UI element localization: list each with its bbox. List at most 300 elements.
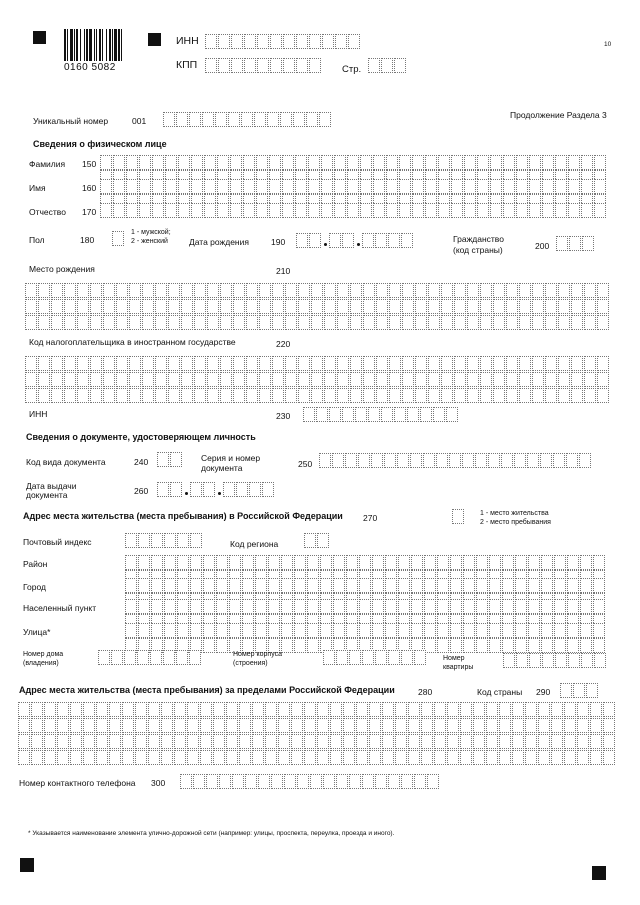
char-cell[interactable] [187, 750, 199, 765]
char-cell[interactable] [382, 750, 394, 765]
char-cell[interactable] [499, 718, 511, 733]
char-cell[interactable] [317, 750, 329, 765]
char-cell[interactable] [395, 718, 407, 733]
char-cell[interactable] [57, 750, 69, 765]
char-cell[interactable] [571, 315, 583, 330]
char-cell[interactable] [558, 299, 570, 314]
char-cell[interactable] [138, 578, 150, 593]
char-cell[interactable] [441, 388, 453, 403]
char-cell[interactable] [168, 356, 180, 371]
char-cell[interactable] [296, 34, 308, 49]
char-cell[interactable] [489, 623, 501, 638]
char-cell[interactable] [375, 650, 387, 665]
char-cell[interactable] [555, 653, 567, 668]
char-cell[interactable] [447, 734, 459, 749]
char-cell[interactable] [451, 179, 463, 194]
char-cell[interactable] [473, 702, 485, 717]
flat-field[interactable] [503, 653, 607, 668]
char-cell[interactable] [389, 356, 401, 371]
char-cell[interactable] [161, 734, 173, 749]
char-cell[interactable] [415, 299, 427, 314]
char-cell[interactable] [191, 179, 203, 194]
char-cell[interactable] [272, 315, 284, 330]
char-cell[interactable] [230, 155, 242, 170]
char-cell[interactable] [402, 299, 414, 314]
char-cell[interactable] [135, 702, 147, 717]
char-cell[interactable] [568, 203, 580, 218]
char-cell[interactable] [18, 750, 30, 765]
char-cell[interactable] [151, 578, 163, 593]
char-cell[interactable] [243, 203, 255, 218]
char-cell[interactable] [308, 203, 320, 218]
char-cell[interactable] [414, 650, 426, 665]
char-cell[interactable] [291, 734, 303, 749]
char-cell[interactable] [57, 718, 69, 733]
char-cell[interactable] [129, 356, 141, 371]
char-cell[interactable] [382, 702, 394, 717]
char-cell[interactable] [229, 599, 241, 614]
char-cell[interactable] [375, 233, 387, 248]
char-cell[interactable] [594, 203, 606, 218]
char-cell[interactable] [386, 179, 398, 194]
char-cell[interactable] [177, 533, 189, 548]
char-cell[interactable] [489, 638, 501, 653]
char-cell[interactable] [463, 599, 475, 614]
char-cell[interactable] [320, 599, 332, 614]
char-cell[interactable] [369, 750, 381, 765]
char-cell[interactable] [122, 734, 134, 749]
char-cell[interactable] [207, 299, 219, 314]
char-cell[interactable] [270, 34, 282, 49]
char-cell[interactable] [359, 599, 371, 614]
birthplace-field-row1[interactable] [25, 283, 610, 298]
char-cell[interactable] [220, 315, 232, 330]
char-cell[interactable] [425, 203, 437, 218]
char-cell[interactable] [593, 599, 605, 614]
char-cell[interactable] [317, 702, 329, 717]
char-cell[interactable] [216, 638, 228, 653]
char-cell[interactable] [174, 750, 186, 765]
char-cell[interactable] [233, 356, 245, 371]
char-cell[interactable] [296, 233, 308, 248]
char-cell[interactable] [265, 750, 277, 765]
char-cell[interactable] [204, 155, 216, 170]
char-cell[interactable] [168, 388, 180, 403]
char-cell[interactable] [308, 155, 320, 170]
char-cell[interactable] [433, 407, 445, 422]
char-cell[interactable] [421, 734, 433, 749]
char-cell[interactable] [542, 653, 554, 668]
char-cell[interactable] [103, 356, 115, 371]
char-cell[interactable] [593, 638, 605, 653]
char-cell[interactable] [329, 233, 341, 248]
char-cell[interactable] [556, 236, 568, 251]
char-cell[interactable] [460, 718, 472, 733]
char-cell[interactable] [246, 388, 258, 403]
char-cell[interactable] [137, 650, 149, 665]
char-cell[interactable] [77, 388, 89, 403]
char-cell[interactable] [460, 750, 472, 765]
char-cell[interactable] [64, 356, 76, 371]
char-cell[interactable] [516, 179, 528, 194]
char-cell[interactable] [515, 599, 527, 614]
char-cell[interactable] [385, 555, 397, 570]
char-cell[interactable] [424, 578, 436, 593]
char-cell[interactable] [337, 315, 349, 330]
char-cell[interactable] [545, 356, 557, 371]
char-cell[interactable] [98, 650, 110, 665]
char-cell[interactable] [252, 734, 264, 749]
char-cell[interactable] [64, 372, 76, 387]
char-cell[interactable] [486, 702, 498, 717]
char-cell[interactable] [386, 203, 398, 218]
char-cell[interactable] [294, 623, 306, 638]
char-cell[interactable] [282, 203, 294, 218]
char-cell[interactable] [554, 555, 566, 570]
char-cell[interactable] [90, 299, 102, 314]
char-cell[interactable] [245, 774, 257, 789]
char-cell[interactable] [187, 718, 199, 733]
char-cell[interactable] [411, 555, 423, 570]
char-cell[interactable] [382, 718, 394, 733]
char-cell[interactable] [415, 372, 427, 387]
char-cell[interactable] [257, 58, 269, 73]
char-cell[interactable] [436, 453, 448, 468]
char-cell[interactable] [252, 718, 264, 733]
char-cell[interactable] [294, 578, 306, 593]
char-cell[interactable] [593, 555, 605, 570]
char-cell[interactable] [217, 203, 229, 218]
char-cell[interactable] [317, 718, 329, 733]
char-cell[interactable] [281, 578, 293, 593]
char-cell[interactable] [486, 734, 498, 749]
char-cell[interactable] [324, 299, 336, 314]
char-cell[interactable] [382, 734, 394, 749]
char-cell[interactable] [320, 555, 332, 570]
char-cell[interactable] [490, 179, 502, 194]
char-cell[interactable] [580, 623, 592, 638]
char-cell[interactable] [567, 578, 579, 593]
char-cell[interactable] [581, 155, 593, 170]
char-cell[interactable] [506, 356, 518, 371]
char-cell[interactable] [155, 372, 167, 387]
char-cell[interactable] [194, 299, 206, 314]
char-cell[interactable] [200, 734, 212, 749]
char-cell[interactable] [282, 155, 294, 170]
char-cell[interactable] [476, 599, 488, 614]
char-cell[interactable] [577, 734, 589, 749]
char-cell[interactable] [233, 388, 245, 403]
char-cell[interactable] [18, 702, 30, 717]
char-cell[interactable] [502, 555, 514, 570]
char-cell[interactable] [155, 388, 167, 403]
char-cell[interactable] [148, 702, 160, 717]
char-cell[interactable] [151, 555, 163, 570]
char-cell[interactable] [525, 702, 537, 717]
char-cell[interactable] [204, 179, 216, 194]
char-cell[interactable] [70, 702, 82, 717]
char-cell[interactable] [223, 482, 235, 497]
char-cell[interactable] [437, 599, 449, 614]
char-cell[interactable] [447, 718, 459, 733]
char-cell[interactable] [278, 734, 290, 749]
char-cell[interactable] [164, 623, 176, 638]
char-cell[interactable] [284, 774, 296, 789]
char-cell[interactable] [464, 203, 476, 218]
char-cell[interactable] [38, 299, 50, 314]
char-cell[interactable] [476, 638, 488, 653]
char-cell[interactable] [256, 155, 268, 170]
char-cell[interactable] [597, 283, 609, 298]
char-cell[interactable] [502, 599, 514, 614]
char-cell[interactable] [493, 315, 505, 330]
char-cell[interactable] [51, 299, 63, 314]
char-cell[interactable] [480, 315, 492, 330]
char-cell[interactable] [215, 112, 227, 127]
char-cell[interactable] [177, 623, 189, 638]
char-cell[interactable] [220, 372, 232, 387]
char-cell[interactable] [519, 372, 531, 387]
char-cell[interactable] [349, 650, 361, 665]
char-cell[interactable] [343, 718, 355, 733]
char-cell[interactable] [401, 650, 413, 665]
char-cell[interactable] [342, 233, 354, 248]
char-cell[interactable] [441, 372, 453, 387]
doc-issued-field[interactable] [157, 482, 275, 497]
char-cell[interactable] [316, 407, 328, 422]
building-field[interactable] [323, 650, 427, 665]
char-cell[interactable] [342, 407, 354, 422]
char-cell[interactable] [567, 638, 579, 653]
char-cell[interactable] [373, 155, 385, 170]
char-cell[interactable] [246, 299, 258, 314]
char-cell[interactable] [51, 372, 63, 387]
char-cell[interactable] [425, 155, 437, 170]
char-cell[interactable] [270, 58, 282, 73]
char-cell[interactable] [111, 650, 123, 665]
char-cell[interactable] [558, 372, 570, 387]
char-cell[interactable] [372, 555, 384, 570]
char-cell[interactable] [206, 774, 218, 789]
char-cell[interactable] [493, 299, 505, 314]
char-cell[interactable] [476, 555, 488, 570]
char-cell[interactable] [434, 750, 446, 765]
char-cell[interactable] [493, 388, 505, 403]
char-cell[interactable] [122, 702, 134, 717]
char-cell[interactable] [577, 750, 589, 765]
char-cell[interactable] [116, 283, 128, 298]
char-cell[interactable] [411, 623, 423, 638]
char-cell[interactable] [519, 299, 531, 314]
char-cell[interactable] [558, 315, 570, 330]
char-cell[interactable] [454, 299, 466, 314]
char-cell[interactable] [226, 718, 238, 733]
char-cell[interactable] [386, 155, 398, 170]
char-cell[interactable] [193, 774, 205, 789]
char-cell[interactable] [489, 555, 501, 570]
char-cell[interactable] [514, 453, 526, 468]
char-cell[interactable] [202, 112, 214, 127]
char-cell[interactable] [242, 555, 254, 570]
char-cell[interactable] [177, 578, 189, 593]
char-cell[interactable] [125, 578, 137, 593]
char-cell[interactable] [388, 650, 400, 665]
char-cell[interactable] [376, 372, 388, 387]
char-cell[interactable] [499, 734, 511, 749]
char-cell[interactable] [499, 702, 511, 717]
birthdate-field[interactable] [296, 233, 414, 248]
char-cell[interactable] [281, 599, 293, 614]
char-cell[interactable] [31, 750, 43, 765]
char-cell[interactable] [157, 452, 169, 467]
char-cell[interactable] [343, 750, 355, 765]
char-cell[interactable] [412, 155, 424, 170]
char-cell[interactable] [323, 650, 335, 665]
char-cell[interactable] [281, 638, 293, 653]
char-cell[interactable] [268, 555, 280, 570]
char-cell[interactable] [181, 372, 193, 387]
char-cell[interactable] [499, 750, 511, 765]
char-cell[interactable] [362, 233, 374, 248]
char-cell[interactable] [142, 372, 154, 387]
char-cell[interactable] [189, 650, 201, 665]
char-cell[interactable] [116, 372, 128, 387]
char-cell[interactable] [532, 356, 544, 371]
char-cell[interactable] [285, 315, 297, 330]
char-cell[interactable] [285, 388, 297, 403]
char-cell[interactable] [226, 734, 238, 749]
char-cell[interactable] [460, 734, 472, 749]
char-cell[interactable] [373, 203, 385, 218]
char-cell[interactable] [268, 578, 280, 593]
char-cell[interactable] [100, 203, 112, 218]
char-cell[interactable] [467, 315, 479, 330]
char-cell[interactable] [441, 315, 453, 330]
char-cell[interactable] [151, 533, 163, 548]
char-cell[interactable] [564, 718, 576, 733]
char-cell[interactable] [103, 372, 115, 387]
char-cell[interactable] [311, 356, 323, 371]
char-cell[interactable] [395, 734, 407, 749]
char-cell[interactable] [480, 299, 492, 314]
char-cell[interactable] [213, 750, 225, 765]
char-cell[interactable] [441, 299, 453, 314]
char-cell[interactable] [408, 718, 420, 733]
char-cell[interactable] [503, 203, 515, 218]
char-cell[interactable] [294, 555, 306, 570]
char-cell[interactable] [529, 203, 541, 218]
char-cell[interactable] [25, 283, 37, 298]
char-cell[interactable] [388, 233, 400, 248]
char-cell[interactable] [239, 750, 251, 765]
char-cell[interactable] [568, 155, 580, 170]
char-cell[interactable] [191, 203, 203, 218]
char-cell[interactable] [204, 203, 216, 218]
char-cell[interactable] [25, 299, 37, 314]
char-cell[interactable] [423, 453, 435, 468]
char-cell[interactable] [476, 623, 488, 638]
char-cell[interactable] [525, 718, 537, 733]
char-cell[interactable] [77, 283, 89, 298]
char-cell[interactable] [394, 58, 406, 73]
char-cell[interactable] [532, 372, 544, 387]
char-cell[interactable] [178, 179, 190, 194]
char-cell[interactable] [506, 388, 518, 403]
char-cell[interactable] [281, 623, 293, 638]
char-cell[interactable] [467, 372, 479, 387]
char-cell[interactable] [434, 702, 446, 717]
char-cell[interactable] [566, 453, 578, 468]
char-cell[interactable] [207, 372, 219, 387]
char-cell[interactable] [113, 203, 125, 218]
char-cell[interactable] [462, 453, 474, 468]
char-cell[interactable] [385, 578, 397, 593]
char-cell[interactable] [129, 372, 141, 387]
char-cell[interactable] [385, 623, 397, 638]
char-cell[interactable] [362, 774, 374, 789]
postal-index-field[interactable] [125, 533, 203, 548]
char-cell[interactable] [109, 750, 121, 765]
char-cell[interactable] [385, 599, 397, 614]
char-cell[interactable] [454, 388, 466, 403]
char-cell[interactable] [580, 638, 592, 653]
char-cell[interactable] [346, 623, 358, 638]
char-cell[interactable] [25, 388, 37, 403]
char-cell[interactable] [324, 372, 336, 387]
char-cell[interactable] [44, 702, 56, 717]
char-cell[interactable] [506, 315, 518, 330]
char-cell[interactable] [330, 734, 342, 749]
char-cell[interactable] [568, 653, 580, 668]
char-cell[interactable] [220, 299, 232, 314]
char-cell[interactable] [259, 388, 271, 403]
char-cell[interactable] [307, 578, 319, 593]
char-cell[interactable] [359, 555, 371, 570]
char-cell[interactable] [454, 372, 466, 387]
char-cell[interactable] [203, 599, 215, 614]
char-cell[interactable] [425, 179, 437, 194]
char-cell[interactable] [203, 555, 215, 570]
char-cell[interactable] [310, 774, 322, 789]
char-cell[interactable] [512, 702, 524, 717]
char-cell[interactable] [376, 283, 388, 298]
char-cell[interactable] [401, 233, 413, 248]
char-cell[interactable] [580, 578, 592, 593]
char-cell[interactable] [295, 203, 307, 218]
char-cell[interactable] [194, 356, 206, 371]
char-cell[interactable] [174, 702, 186, 717]
char-cell[interactable] [532, 299, 544, 314]
char-cell[interactable] [311, 299, 323, 314]
char-cell[interactable] [216, 555, 228, 570]
char-cell[interactable] [116, 356, 128, 371]
char-cell[interactable] [64, 315, 76, 330]
char-cell[interactable] [337, 372, 349, 387]
char-cell[interactable] [190, 578, 202, 593]
char-cell[interactable] [424, 623, 436, 638]
char-cell[interactable] [176, 112, 188, 127]
char-cell[interactable] [428, 356, 440, 371]
char-cell[interactable] [346, 599, 358, 614]
char-cell[interactable] [516, 203, 528, 218]
char-cell[interactable] [135, 718, 147, 733]
char-cell[interactable] [271, 774, 283, 789]
char-cell[interactable] [283, 58, 295, 73]
char-cell[interactable] [259, 299, 271, 314]
char-cell[interactable] [360, 203, 372, 218]
char-cell[interactable] [293, 112, 305, 127]
char-cell[interactable] [363, 315, 375, 330]
